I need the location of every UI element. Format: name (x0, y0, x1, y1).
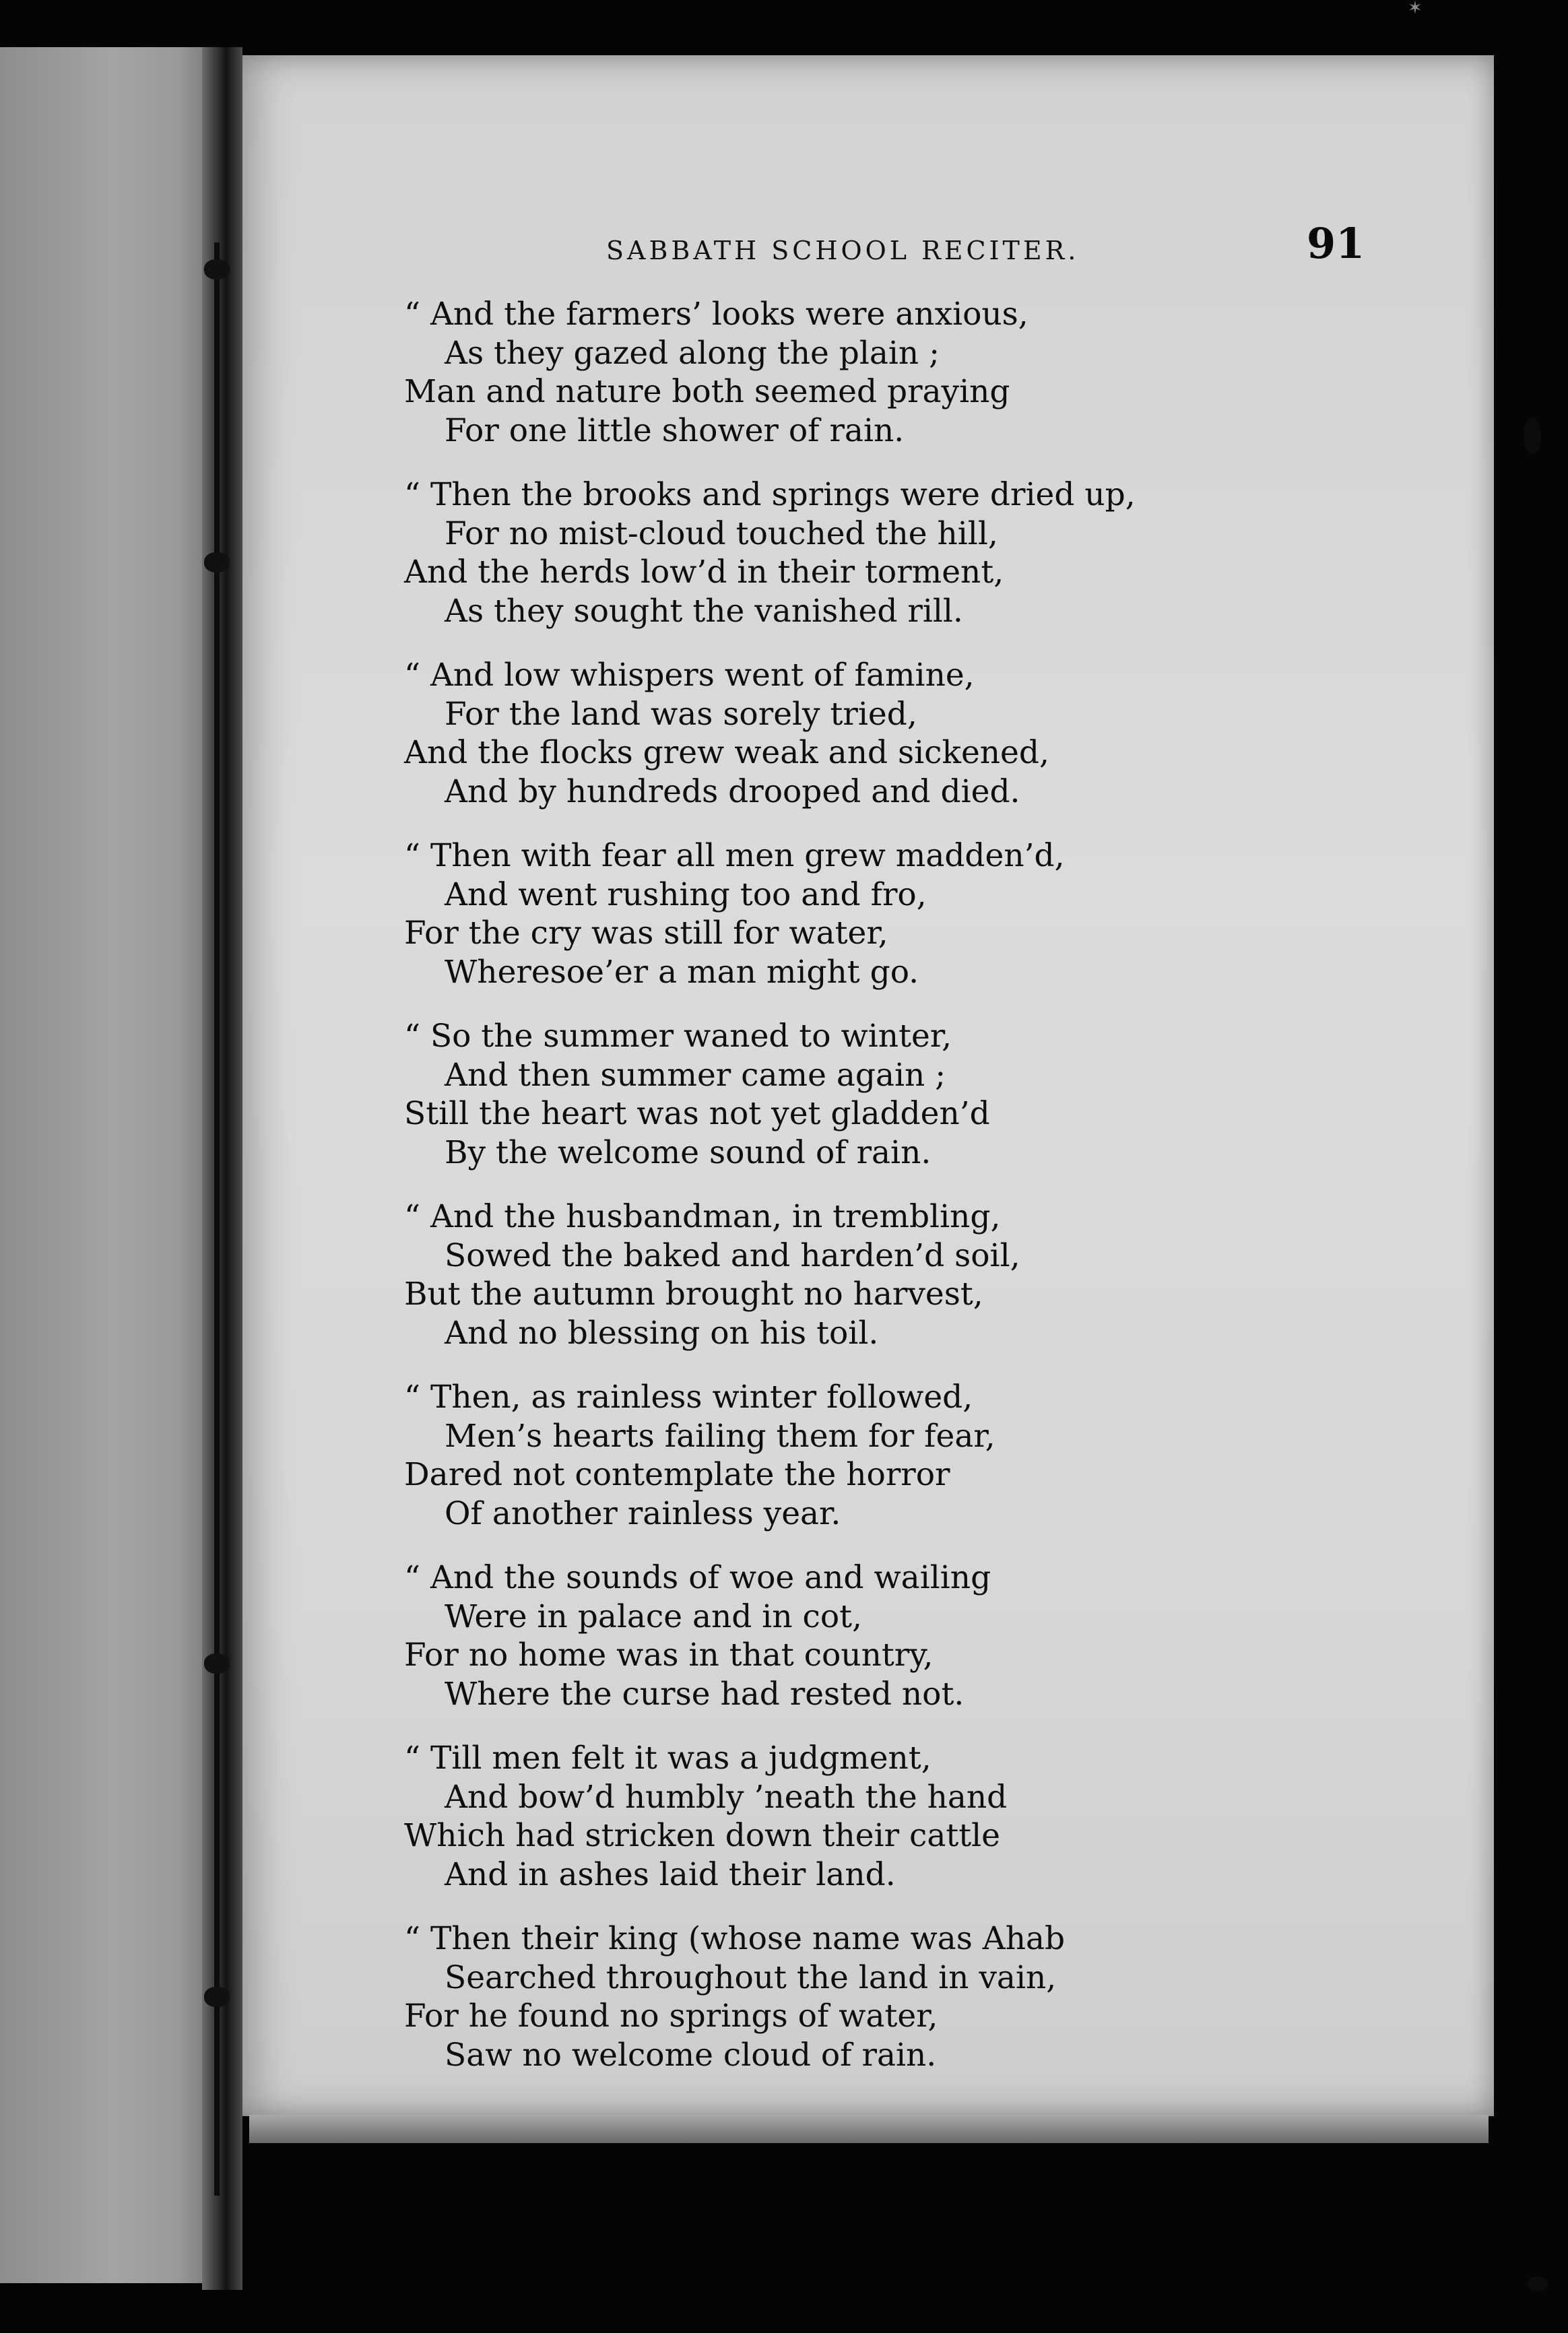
poem-line: Where the curse had rested not. (445, 1675, 965, 1713)
poem-line: And by hundreds drooped and died. (445, 773, 1020, 810)
poem-stanza (404, 1919, 1482, 2074)
binding-stitch (204, 552, 230, 572)
poem-stanza (404, 1017, 1482, 1172)
scan-corner-mark: ✶ (1408, 0, 1423, 18)
poem-line: And in ashes laid their land. (445, 1855, 896, 1893)
poem-stanza (404, 1739, 1482, 1894)
binding-stitch (204, 259, 230, 280)
poem-line: For no mist-cloud touched the hill, (445, 515, 998, 552)
poem-line: For no home was in that country, (404, 1637, 934, 1674)
poem-line: And then summer came again ; (445, 1056, 946, 1094)
poem-line: For the cry was still for water, (404, 915, 888, 952)
poem-line: And went rushing too and fro, (445, 876, 927, 913)
poem-line: As they gazed along the plain ; (445, 334, 940, 372)
poem-stanza (404, 1558, 1482, 1713)
poem-line: For the land was sorely tried, (445, 695, 917, 733)
poem-line: “ And low whispers went of famine, (404, 657, 975, 694)
poem-line: As they sought the vanished rill. (445, 592, 963, 630)
scan-speck (1528, 2276, 1548, 2291)
poem-line: And the flocks grew weak and sickened, (404, 734, 1049, 771)
poem-line: “ Then their king (whose name was Ahab (404, 1920, 1066, 1957)
poem-line: Still the heart was not yet gladden’d (404, 1095, 990, 1132)
poem-line: Of another rainless year. (445, 1494, 841, 1532)
poem-line: “ Then with fear all men grew madden’d, (404, 837, 1065, 874)
poem-line: Men’s hearts failing them for fear, (445, 1417, 995, 1455)
poem-line: “ So the summer waned to winter, (404, 1018, 952, 1055)
binding-stitch (204, 1987, 230, 2007)
poem-line: Man and nature both seemed praying (404, 373, 1010, 410)
poem-line: Saw no welcome cloud of rain. (445, 2036, 937, 2074)
poem-line: And the herds low’d in their torment, (404, 554, 1004, 591)
scan-speck (1524, 418, 1541, 454)
book-gutter (202, 47, 242, 2290)
poem-stanza (404, 1378, 1482, 1533)
poem-line: “ Then, as rainless winter followed, (404, 1379, 973, 1416)
page-bottom-edge (249, 2115, 1489, 2143)
poem-line: Sowed the baked and harden’d soil, (445, 1237, 1020, 1274)
poem-line: Searched throughout the land in vain, (445, 1959, 1057, 1996)
poem-line: For he found no springs of water, (404, 1998, 938, 2035)
poem-stanza (404, 836, 1482, 991)
poem-line: “ Then the brooks and springs were dried up, (404, 476, 1136, 513)
poem-line: For one little shower of rain. (445, 412, 905, 449)
facing-page-edge (0, 47, 209, 2283)
poem-line: “ Till men felt it was a judgment, (404, 1740, 932, 1777)
poem-line: “ And the husbandman, in trembling, (404, 1198, 1001, 1235)
poem-line: Were in palace and in cot, (445, 1598, 862, 1635)
page-number: 91 (1307, 219, 1365, 268)
poem-stanza (404, 295, 1482, 450)
poem-stanza (404, 1197, 1482, 1352)
poem-line: And no blessing on his toil. (445, 1314, 879, 1352)
poem-line: Which had stricken down their cattle (404, 1817, 1000, 1854)
poem-line: But the autumn brought no harvest, (404, 1276, 983, 1313)
poem-line: Dared not contemplate the horror (404, 1456, 950, 1493)
poem-body (404, 295, 1482, 2100)
poem-line: By the welcome sound of rain. (445, 1133, 932, 1171)
binding-stitch (204, 1653, 230, 1674)
poem-stanza (404, 656, 1482, 811)
poem-line: “ And the sounds of woe and wailing (404, 1559, 991, 1596)
poem-line: “ And the farmers’ looks were anxious, (404, 296, 1028, 333)
poem-line: Wheresoe’er a man might go. (445, 953, 919, 991)
running-header: SABBATH SCHOOL RECITER. (606, 236, 1080, 265)
binding-thread (214, 242, 220, 2196)
poem-line: And bow’d humbly ’neath the hand (445, 1778, 1008, 1816)
poem-stanza (404, 475, 1482, 630)
